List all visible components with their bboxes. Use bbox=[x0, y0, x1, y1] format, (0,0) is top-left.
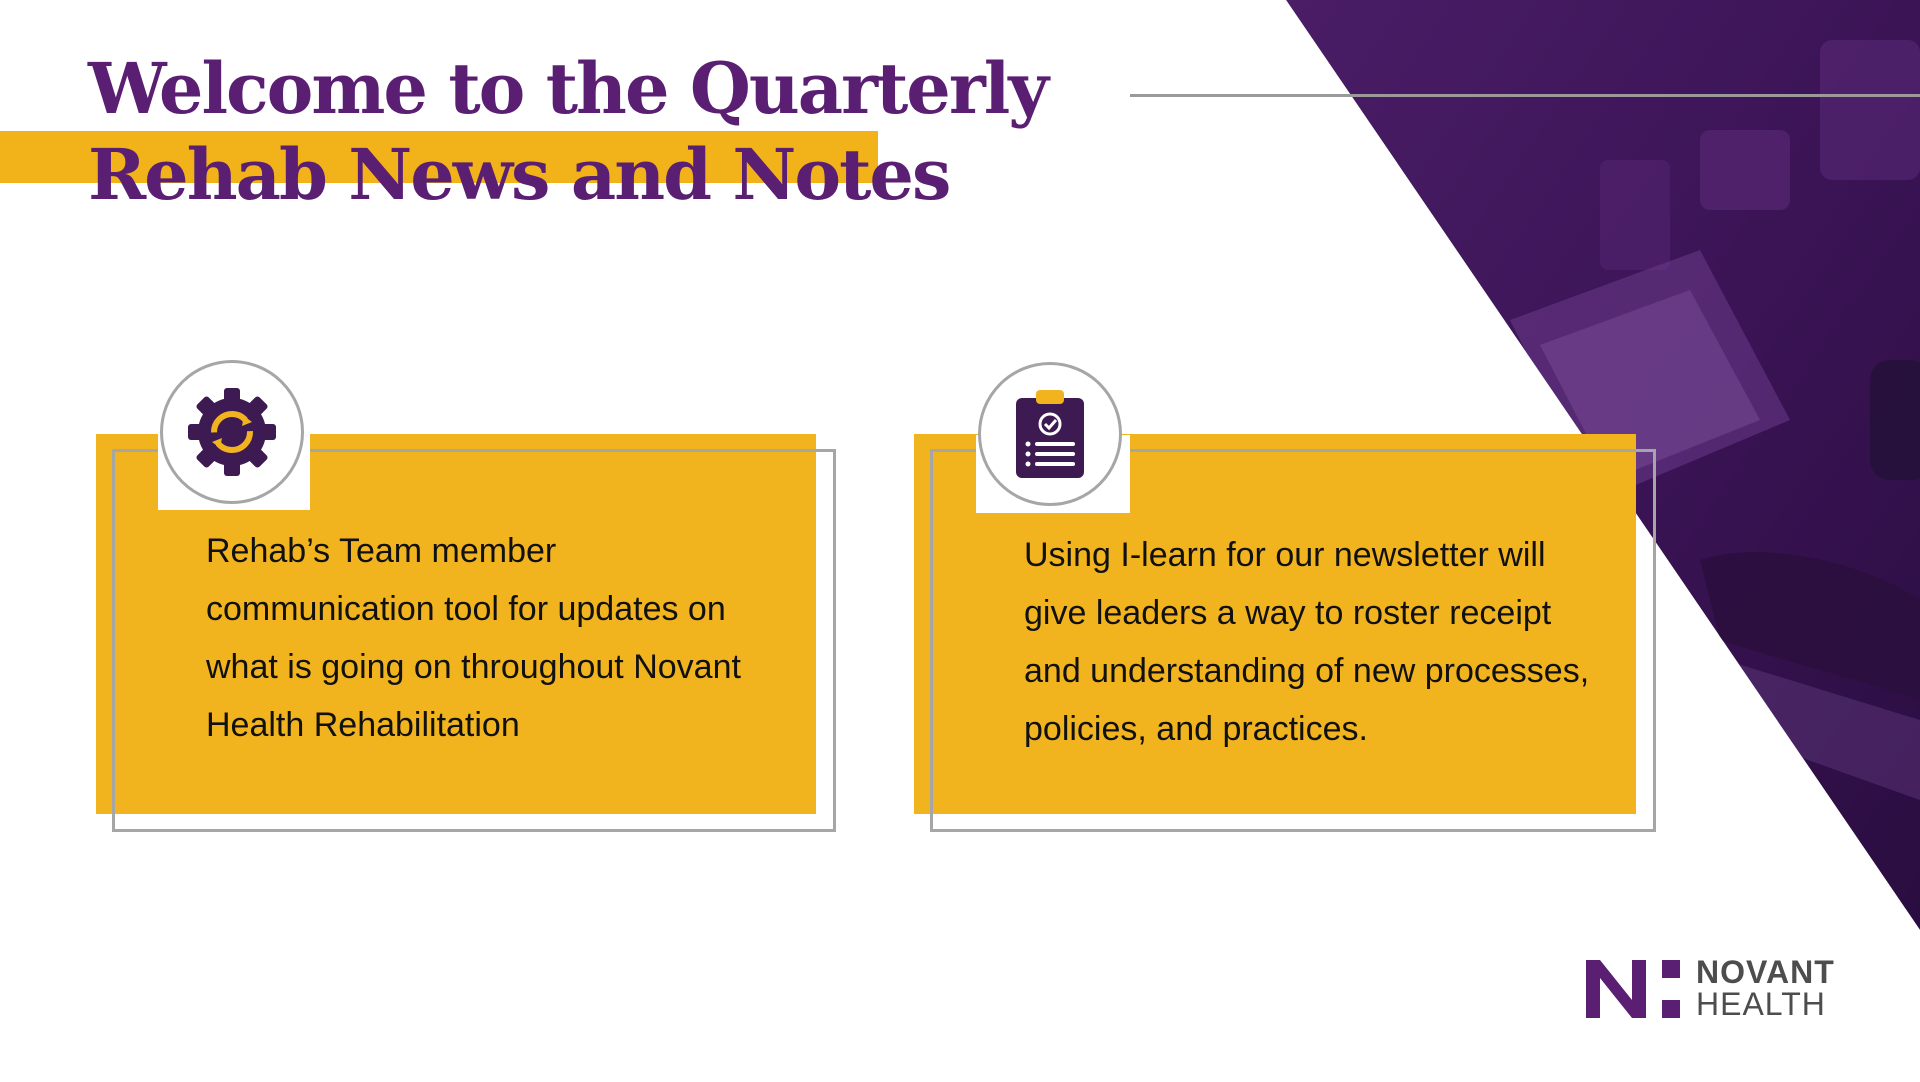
logo-line-1: NOVANT bbox=[1696, 954, 1835, 990]
logo-line-2: HEALTH bbox=[1696, 986, 1826, 1022]
page-title bbox=[88, 46, 1047, 218]
clipboard-checklist-icon bbox=[1010, 388, 1090, 480]
page-title-line-2: Rehab News and Notes bbox=[88, 133, 950, 216]
card-text: Using I-learn for our newsletter will give leaders a way to roster receipt and understanding of new processes, policies, and practices. bbox=[1024, 536, 1590, 748]
card-text: Rehab’s Team member communication tool for updates on what is going on throughout Novant Health Rehabilitation bbox=[206, 532, 741, 744]
title-divider-line bbox=[1130, 94, 1920, 97]
novant-n-mark-icon bbox=[1586, 956, 1684, 1020]
page-title-line-1: Welcome to the Quarterly bbox=[88, 47, 1047, 130]
gear-refresh-icon bbox=[186, 386, 278, 478]
novant-health-logo bbox=[1586, 956, 1856, 1020]
logo-wordmark bbox=[1696, 956, 1835, 1020]
icon-badge bbox=[160, 360, 304, 504]
icon-badge bbox=[978, 362, 1122, 506]
